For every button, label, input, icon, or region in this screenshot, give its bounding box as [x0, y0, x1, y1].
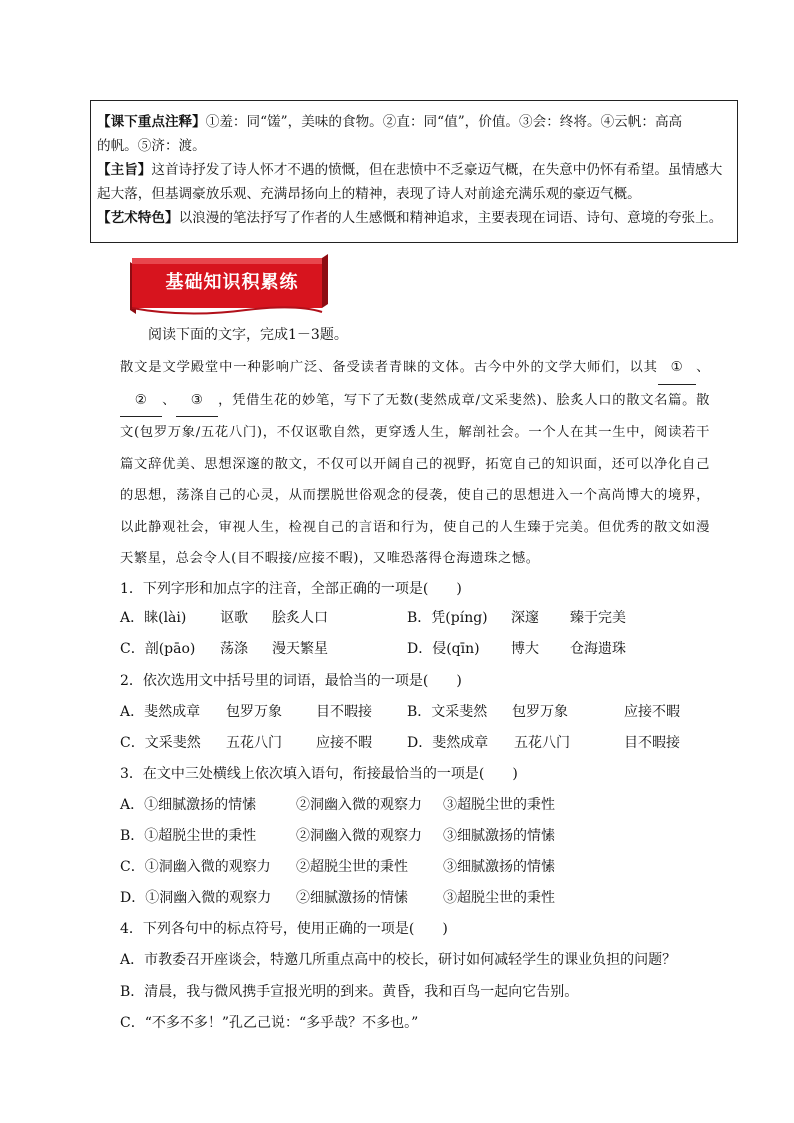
option-b-word-2: 深邃: [511, 610, 539, 626]
annotation-text: ①羞：同“馐”，美味的食物。②直：同“值”，价值。③会：终将。④云帆：高高: [205, 114, 683, 130]
blank-3: ③: [176, 385, 218, 418]
option-c-word: C．剖(pāo): [120, 641, 196, 657]
question-4-option-a: A．市教委召开座谈会，特邀几所重点高中的校长，研讨如何减轻学生的课业负担的问题？: [120, 952, 677, 968]
option-a-word-3: 脍炙人口: [272, 610, 328, 626]
theme-tag: 【主旨】: [97, 162, 152, 178]
option-b-phrase-2: ②洞幽入微的观察力: [296, 828, 422, 844]
notes-line-annotations-cont: [97, 134, 733, 158]
question-4-stem: 4．下列各句中的标点符号，使用正确的一项是( ): [120, 921, 448, 937]
option-b-term-1: B．文采斐然: [407, 704, 488, 720]
option-c-term-1: C．文采斐然: [120, 735, 201, 751]
option-c-term-3: 应接不暇: [316, 735, 372, 751]
blank-2: ②: [120, 385, 162, 418]
option-a-term-2: 包罗万象: [226, 704, 282, 720]
option-b-term-2: 包罗万象: [512, 704, 568, 720]
question-1-stem: 1．下列字形和加点字的注音，全部正确的一项是( ): [120, 581, 462, 597]
option-d-phrase-1: D．①洞幽入微的观察力: [120, 890, 272, 906]
reading-passage: [120, 352, 710, 575]
option-d-phrase-3: ③超脱尘世的秉性: [443, 890, 555, 906]
option-a-word-2: 讴歌: [220, 610, 248, 626]
annotation-text-cont: 的帆。⑤济：渡。: [97, 138, 206, 154]
section-banner: [126, 252, 332, 316]
option-a-term-1: A．斐然成章: [120, 704, 201, 720]
notes-line-theme: [97, 158, 733, 206]
question-2-stem: 2．依次选用文中括号里的词语，最恰当的一项是( ): [120, 673, 462, 689]
option-b-word: B．凭(píng): [407, 610, 488, 626]
option-c-term-2: 五花八门: [226, 735, 282, 751]
option-d-term-1: D．斐然成章: [407, 735, 489, 751]
question-4-option-c: C．“不多不多！”孔乙己说：“多乎哉？不多也。”: [120, 1015, 419, 1031]
option-b-phrase-3: ③细腻激扬的情愫: [443, 828, 555, 844]
notes-box: [90, 100, 738, 243]
option-a-phrase-3: ③超脱尘世的秉性: [443, 797, 555, 813]
option-a-word: A．睐(lài): [120, 610, 187, 626]
notes-line-annotations: [97, 110, 733, 134]
option-a-phrase-2: ②洞幽入微的观察力: [296, 797, 422, 813]
passage-sep-1: 、: [695, 360, 710, 375]
option-d-term-2: 五花八门: [514, 735, 570, 751]
option-d-phrase-2: ②细腻激扬的情愫: [296, 890, 408, 906]
art-text: 以浪漫的笔法抒写了作者的人生感慨和精神追求，主要表现在词语、诗句、意境的夸张上。: [178, 210, 723, 226]
question-3-stem: 3．在文中三处横线上依次填入语句，衔接最恰当的一项是( ): [120, 766, 518, 782]
option-d-word-2: 博大: [511, 641, 539, 657]
option-d-word-3: 仓海遗珠: [570, 641, 626, 657]
notes-line-art: [97, 206, 733, 230]
annotation-tag: 【课下重点注释】: [97, 114, 206, 130]
option-c-phrase-2: ②超脱尘世的秉性: [296, 859, 408, 875]
option-c-phrase-3: ③细腻激扬的情愫: [443, 859, 555, 875]
option-c-word-2: 荡涤: [220, 641, 248, 657]
passage-part-1: 散文是文学殿堂中一种影响广泛、备受读者青睐的文体。古今中外的文学大师们，以其: [120, 360, 658, 375]
option-b-term-3: 应接不暇: [624, 704, 680, 720]
option-d-word: D．侵(qīn): [407, 641, 480, 657]
section-title: 基础知识积累练: [165, 272, 299, 293]
blank-1: ①: [658, 352, 696, 385]
theme-text: 这首诗抒发了诗人怀才不遇的愤慨，但在悲愤中不乏豪迈气概，在失意中仍怀有希望。虽情感大起大落，但基调豪放乐观、充满昂扬向上的精神，表现了诗人对前途充满乐观的豪迈气概。: [97, 162, 723, 202]
question-4-option-b: B．清晨，我与微风携手宣报光明的到来。黄昏，我和百鸟一起向它告别。: [120, 984, 579, 1000]
passage-sep-2: 、: [162, 392, 177, 408]
passage-part-2: ，凭借生花的妙笔，写下了无数(斐然成章/文采斐然)、脍炙人口的散文名篇。散文(包罗万象/五花八门)，不仅讴歌自然，更穿透人生，解剖社会。一个人在其一生中，阅读若干篇文辞优美、思想深邃的散文，不仅可以开阔自己的视野，拓宽自己的知识面，还可以净化自己的思想，荡涤自己的心灵，从而摆脱世俗观念的侵袭，使自己的思想进入一个高尚博大的境界，以此静观社会，审视人生，检视自己的言语和行为，使自己的人生臻于完美。但优秀的散文如漫天繁星，总会令人(目不暇接/应接不暇)，又唯恐落得仓海遗珠之憾。: [120, 392, 710, 566]
reading-instruction: 阅读下面的文字，完成1－3题。: [148, 327, 348, 343]
option-d-term-3: 目不暇接: [624, 735, 680, 751]
option-a-term-3: 目不暇接: [316, 704, 372, 720]
option-c-phrase-1: C．①洞幽入微的观察力: [120, 859, 271, 875]
option-a-phrase-1: A．①细腻激扬的情愫: [120, 797, 257, 813]
art-tag: 【艺术特色】: [97, 210, 179, 226]
option-b-word-3: 臻于完美: [570, 610, 626, 626]
option-b-phrase-1: B．①超脱尘世的秉性: [120, 828, 257, 844]
option-c-word-3: 漫天繁星: [272, 641, 328, 657]
